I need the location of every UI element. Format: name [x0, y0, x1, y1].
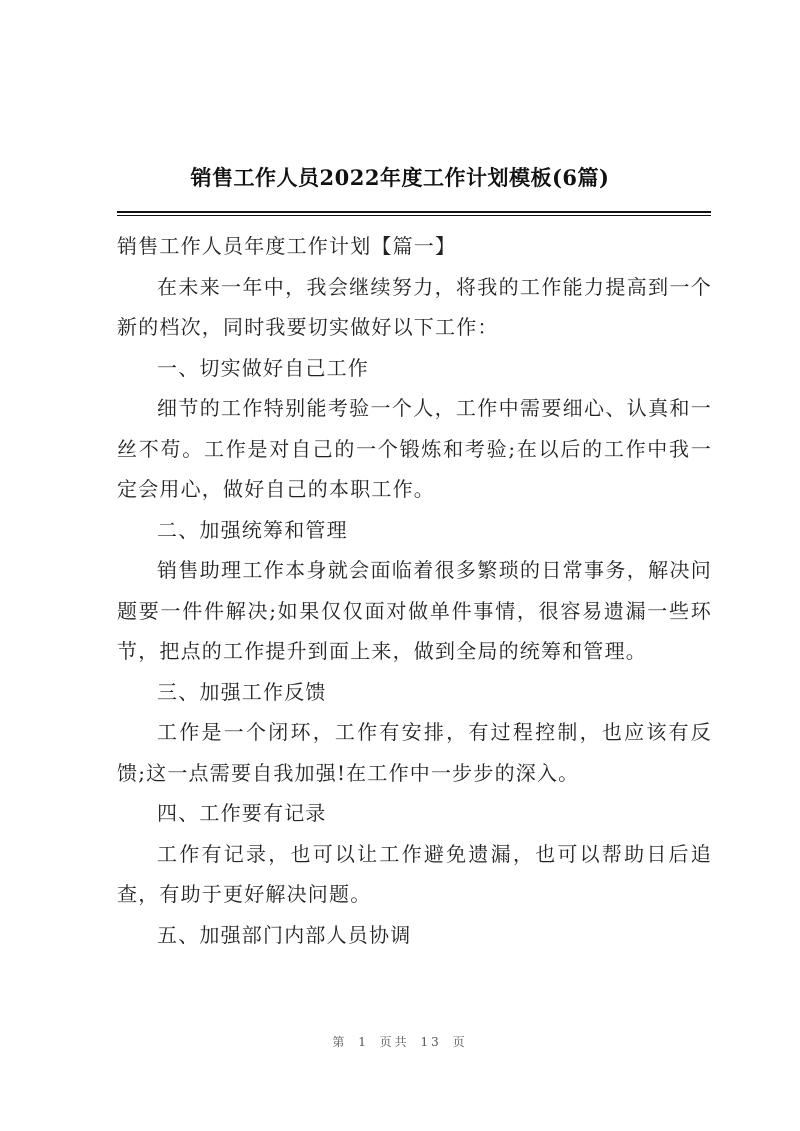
- subheading: 四、工作要有记录: [157, 801, 327, 825]
- footer-mid: 页共: [379, 1035, 410, 1049]
- page-footer: [0, 1033, 800, 1050]
- title-divider-thin: [117, 215, 711, 216]
- footer-suffix: 页: [452, 1035, 468, 1049]
- section-heading: 销售工作人员年度工作计划【篇一】: [117, 234, 457, 258]
- document-title: 销售工作人员2022年度工作计划模板(6篇): [190, 165, 610, 190]
- paragraph: 在未来一年中，我会继续努力，将我的工作能力提高到一个新的档次，同时我要切实做好以下工作：: [117, 274, 712, 339]
- document-body: [117, 226, 712, 955]
- subheading: 一、切实做好自己工作: [157, 355, 369, 380]
- paragraph: 工作有记录，也可以让工作避免遗漏，也可以帮助日后追查，有助于更好解决问题。: [117, 841, 712, 906]
- footer-prefix: 第: [332, 1035, 348, 1049]
- subheading: 二、加强统筹和管理: [157, 517, 348, 542]
- subheading: 三、加强工作反馈: [157, 679, 327, 704]
- paragraph: 细节的工作特别能考验一个人，工作中需要细心、认真和一丝不苟。工作是对自己的一个锻炼和考验;在以后的工作中我一定会用心，做好自己的本职工作。: [117, 396, 712, 501]
- footer-total-pages: 13: [420, 1035, 442, 1049]
- footer-current-page: 1: [358, 1035, 369, 1049]
- subheading: 五、加强部门内部人员协调: [157, 922, 412, 947]
- title-divider-thick: [117, 211, 711, 213]
- paragraph: 工作是一个闭环，工作有安排，有过程控制，也应该有反馈;这一点需要自我加强!在工作中一步步的深入。: [117, 720, 712, 785]
- paragraph: 销售助理工作本身就会面临着很多繁琐的日常事务，解决问题要一件件解决;如果仅仅面对做单件事情，很容易遗漏一些环节，把点的工作提升到面上来，做到全局的统筹和管理。: [117, 558, 712, 663]
